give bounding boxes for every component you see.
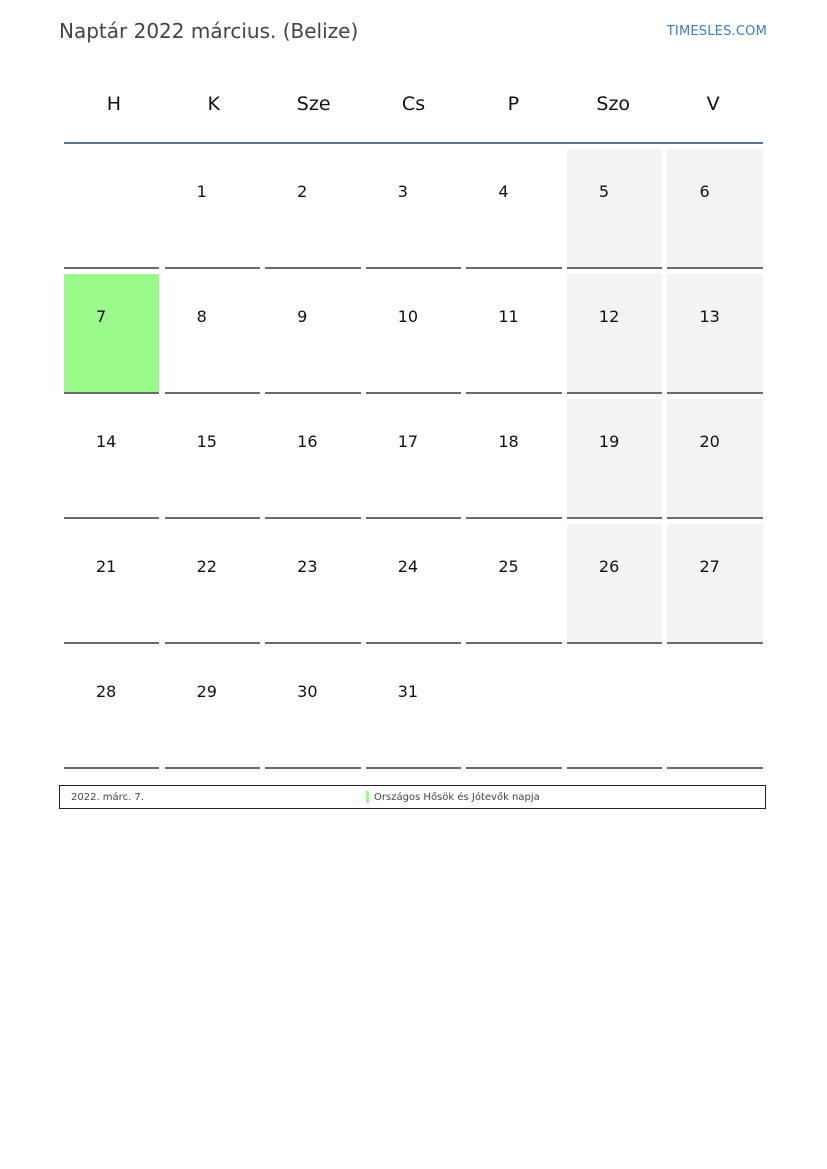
day-number: 7 <box>96 307 107 326</box>
brand-link[interactable]: TIMESLES.COM <box>666 24 767 39</box>
weekend-day-cell <box>667 274 762 394</box>
day-number: 3 <box>397 182 408 201</box>
holiday-date: 2022. márc. 7. <box>71 792 144 803</box>
day-cell <box>366 274 461 394</box>
weekday-label: H <box>106 93 122 115</box>
weekday-label: P <box>507 93 520 115</box>
day-number: 25 <box>498 557 519 576</box>
day-number: 13 <box>699 307 720 326</box>
day-cell <box>265 524 360 644</box>
day-cell <box>265 399 360 519</box>
day-number: 19 <box>598 432 620 451</box>
day-number: 14 <box>96 432 117 451</box>
weekend-day-cell <box>667 149 762 269</box>
day-cell <box>567 649 662 769</box>
day-number: 28 <box>96 682 117 701</box>
day-cell <box>466 399 561 519</box>
day-cell <box>366 399 461 519</box>
day-cell <box>165 274 260 394</box>
day-number: 8 <box>196 307 207 326</box>
day-number: 22 <box>196 557 217 576</box>
day-number: 10 <box>397 307 419 326</box>
day-cell <box>366 524 461 644</box>
day-number: 29 <box>196 682 217 701</box>
header-divider <box>64 142 763 144</box>
day-cell <box>165 399 260 519</box>
day-number: 11 <box>498 307 519 326</box>
day-cell <box>265 649 360 769</box>
weekday-label: V <box>706 93 720 115</box>
day-number: 16 <box>297 432 318 451</box>
day-cell <box>466 149 561 269</box>
day-cell <box>466 274 561 394</box>
day-number: 12 <box>598 307 620 326</box>
calendar-grid <box>64 149 768 774</box>
weekday-label: Cs <box>401 93 426 115</box>
day-cell <box>165 649 260 769</box>
weekend-day-cell <box>667 524 762 644</box>
page-title: Naptár 2022 március. (Belize) <box>59 19 359 43</box>
calendar-week <box>64 649 768 774</box>
day-number: 4 <box>498 182 509 201</box>
weekend-day-cell <box>667 399 762 519</box>
day-number: 2 <box>297 182 308 201</box>
weekday-label: K <box>207 93 221 115</box>
holiday-name: Országos Hősök és Jótevők napja <box>374 792 540 803</box>
day-cell <box>366 649 461 769</box>
calendar-week <box>64 399 768 524</box>
calendar-week <box>64 524 768 649</box>
day-cell <box>64 149 159 269</box>
day-number: 31 <box>397 682 419 701</box>
day-number: 17 <box>397 432 419 451</box>
day-cell <box>64 399 159 519</box>
calendar-week <box>64 149 768 274</box>
weekend-day-cell <box>567 399 662 519</box>
weekday-label: Szo <box>596 93 631 115</box>
day-cell <box>667 649 762 769</box>
day-number: 27 <box>699 557 720 576</box>
day-number: 9 <box>297 307 308 326</box>
day-number: 30 <box>297 682 318 701</box>
day-cell <box>265 149 360 269</box>
weekend-day-cell <box>567 524 662 644</box>
weekday-header-row <box>64 88 763 120</box>
day-cell <box>466 649 561 769</box>
day-number: 5 <box>598 182 610 201</box>
day-cell <box>265 274 360 394</box>
holiday-legend <box>59 785 766 809</box>
day-number: 24 <box>397 557 419 576</box>
day-number: 26 <box>598 557 620 576</box>
day-cell <box>366 149 461 269</box>
day-cell <box>64 524 159 644</box>
day-cell <box>466 524 561 644</box>
holiday-color-marker <box>366 791 369 803</box>
day-number: 20 <box>699 432 720 451</box>
day-number: 23 <box>297 557 318 576</box>
day-cell <box>64 649 159 769</box>
day-number: 15 <box>196 432 217 451</box>
day-cell <box>165 149 260 269</box>
holiday-day-cell <box>64 274 159 394</box>
weekend-day-cell <box>567 274 662 394</box>
day-number: 1 <box>196 182 207 201</box>
day-number: 21 <box>96 557 117 576</box>
day-cell <box>165 524 260 644</box>
day-number: 18 <box>498 432 519 451</box>
day-number: 6 <box>699 182 710 201</box>
weekday-label: Sze <box>296 93 331 115</box>
weekend-day-cell <box>567 149 662 269</box>
calendar-week <box>64 274 768 399</box>
